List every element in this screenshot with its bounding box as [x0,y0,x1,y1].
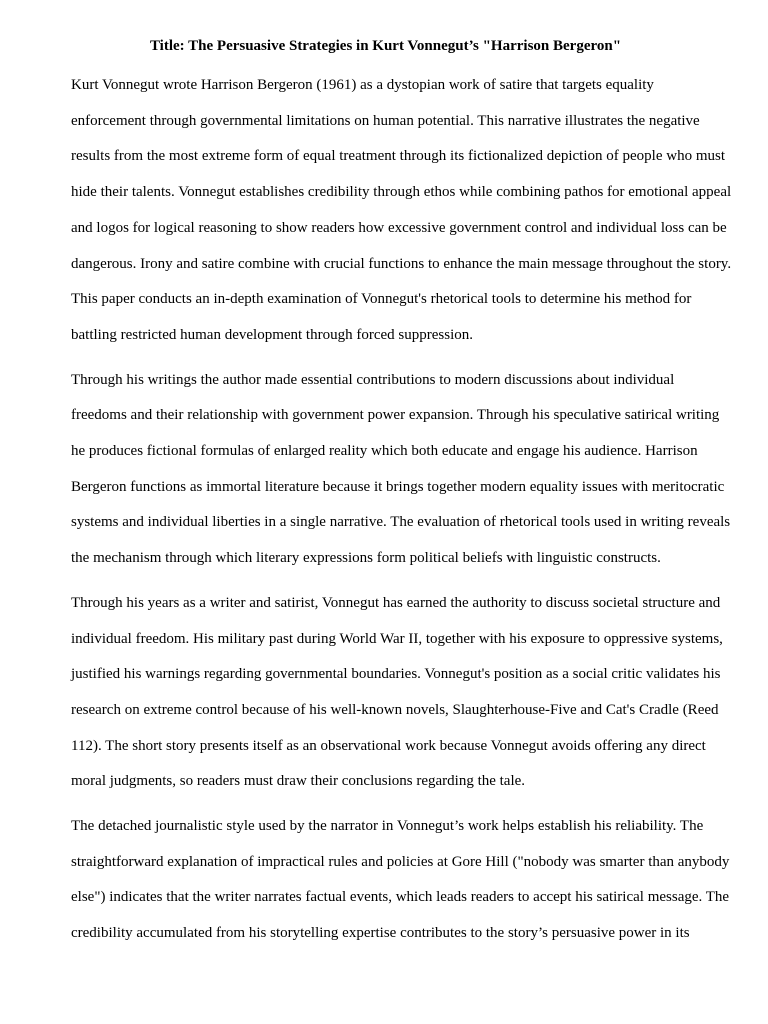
document-title: Title: The Persuasive Strategies in Kurt Vonnegut’s "Harrison Bergeron" [149,38,622,54]
paragraph-ethos: Through his years as a writer and satirist, Vonnegut has earned the authority to discuss societal structure and individual freedom. His military past during World War II, together with his exposure to oppressive systems, justified his warnings regarding governmental boundaries. Vonnegut's position as a social critic validates his research on extreme control because of his well-known novels, Slaughterhouse-Five and Cat's Cradle (Reed 112). The short story presents itself as an observational work because Vonnegut avoids offering any direct moral judgments, so readers must draw their conclusions regarding the tale. [71,594,723,790]
paragraph-introduction: Kurt Vonnegut wrote Harrison Bergeron (1961) as a dystopian work of satire that targets equality enforcement through governmental limitations on human potential. This narrative illustrates the negative results from the most extreme form of equal treatment through its fictionalized depiction of people who must hide their talents. Vonnegut establishes credibility through ethos while combining pathos for emotional appeal and logos for logical reasoning to show readers how excessive government control and individual loss can be dangerous. Irony and satire combine with crucial functions to enhance the main message throughout the story. This paper conducts an in-depth examination of Vonnegut's rhetorical tools to determine his method for battling restricted human development through forced suppression. [71,77,732,343]
paragraph-context: Through his writings the author made essential contributions to modern discussions about individual freedoms and their relationship with government power expansion. Through his speculative satirical writing he produces fictional formulas of enlarged reality which both educate and engage his audience. Harrison Bergeron functions as immortal literature because it brings together modern equality issues with meritocratic systems and individual liberties in a single narrative. The evaluation of rhetorical tools used in writing reveals the mechanism through which literary expressions form political beliefs with linguistic constructs. [71,371,731,567]
paragraph-narrator-style: The detached journalistic style used by the narrator in Vonnegut’s work helps establish his reliability. The straightforward explanation of impractical rules and policies at Gore Hill ("nobody was smarter than anybody else") indicates that the writer narrates factual events, which leads readers to accept his satirical message. The credibility accumulated from his storytelling expertise contributes to the story’s persuasive power in its [71,818,730,942]
